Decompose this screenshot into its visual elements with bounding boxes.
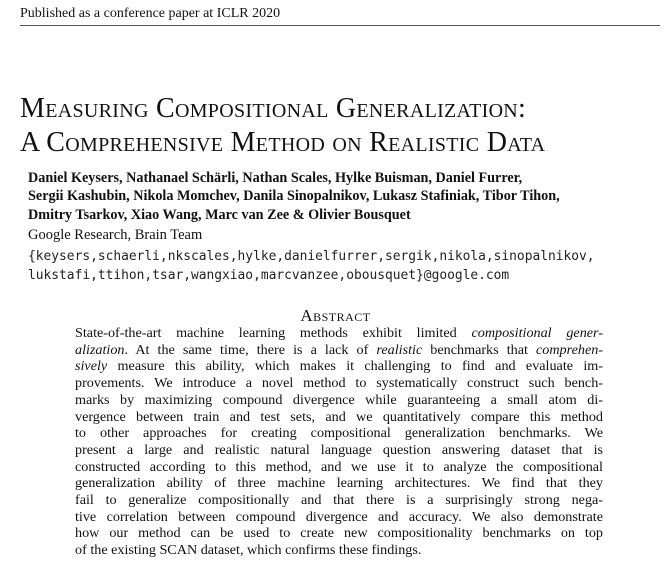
emails-line-2: lukstafi,ttihon,tsar,wangxiao,marcvanzee,obousquet}@google.com <box>28 267 510 283</box>
abstract-line: generalization ability of three machine learning architectures. We find that they <box>75 475 603 492</box>
author-list <box>28 169 658 224</box>
abstract-line: how our method can be used to create new compositionality benchmarks on top <box>75 525 603 542</box>
abstract-line: marks by maximizing compound divergence while guaranteeing a small atom di- <box>75 391 603 408</box>
author-emails <box>28 248 658 285</box>
running-header: Published as a conference paper at ICLR 2020 <box>20 6 281 21</box>
abstract-line: tive correlation between compound divergence and accuracy. We also demonstrate <box>75 508 603 525</box>
abstract-line: of the existing SCAN dataset, which confirms these findings. <box>75 542 422 559</box>
abstract-line: provements. We introduce a novel method to systematically construct such bench- <box>75 375 603 392</box>
abstract-line: present a large and realistic natural language question answering dataset that is <box>75 441 603 458</box>
abstract-text <box>75 325 603 559</box>
emails-line-1: {keysers,schaerli,nkscales,hylke,danielfurrer,sergik,nikola,sinopalnikov, <box>28 249 595 264</box>
header-rule <box>20 25 660 26</box>
abstract-line: to other approaches for creating compositional generalization benchmarks. We <box>75 425 603 442</box>
abstract-line: sively measure this ability, which makes it challenging to find and evaluate im- <box>75 358 603 375</box>
title-line-1: Measuring Compositional Generalization: <box>20 93 527 124</box>
abstract-line: vergence between train and test sets, and we quantitatively compare this method <box>75 408 603 425</box>
abstract-line: State-of-the-art machine learning methods exhibit limited compositional gener- <box>75 325 603 341</box>
abstract-line: constructed according to this method, and we use it to analyze the compositional <box>75 458 603 475</box>
abstract-line: fail to generalize compositionally and that there is a surprisingly strong nega- <box>75 492 603 509</box>
abstract-line: alization. At the same time, there is a lack of realistic benchmarks that comprehen- <box>75 341 603 358</box>
authors-line-1: Daniel Keysers, Nathanael Schärli, Nathan Scales, Hylke Buisman, Daniel Furrer, <box>28 170 523 186</box>
abstract-heading: Abstract <box>300 306 371 325</box>
paper-title <box>20 92 660 160</box>
affiliation: Google Research, Brain Team <box>28 227 203 243</box>
authors-line-2: Sergii Kashubin, Nikola Momchev, Danila Sinopalnikov, Lukasz Stafiniak, Tibor Tihon, <box>28 188 560 205</box>
authors-line-3: Dmitry Tsarkov, Xiao Wang, Marc van Zee & Olivier Bousquet <box>28 206 411 223</box>
title-line-2: A Comprehensive Method on Realistic Data <box>20 127 546 158</box>
